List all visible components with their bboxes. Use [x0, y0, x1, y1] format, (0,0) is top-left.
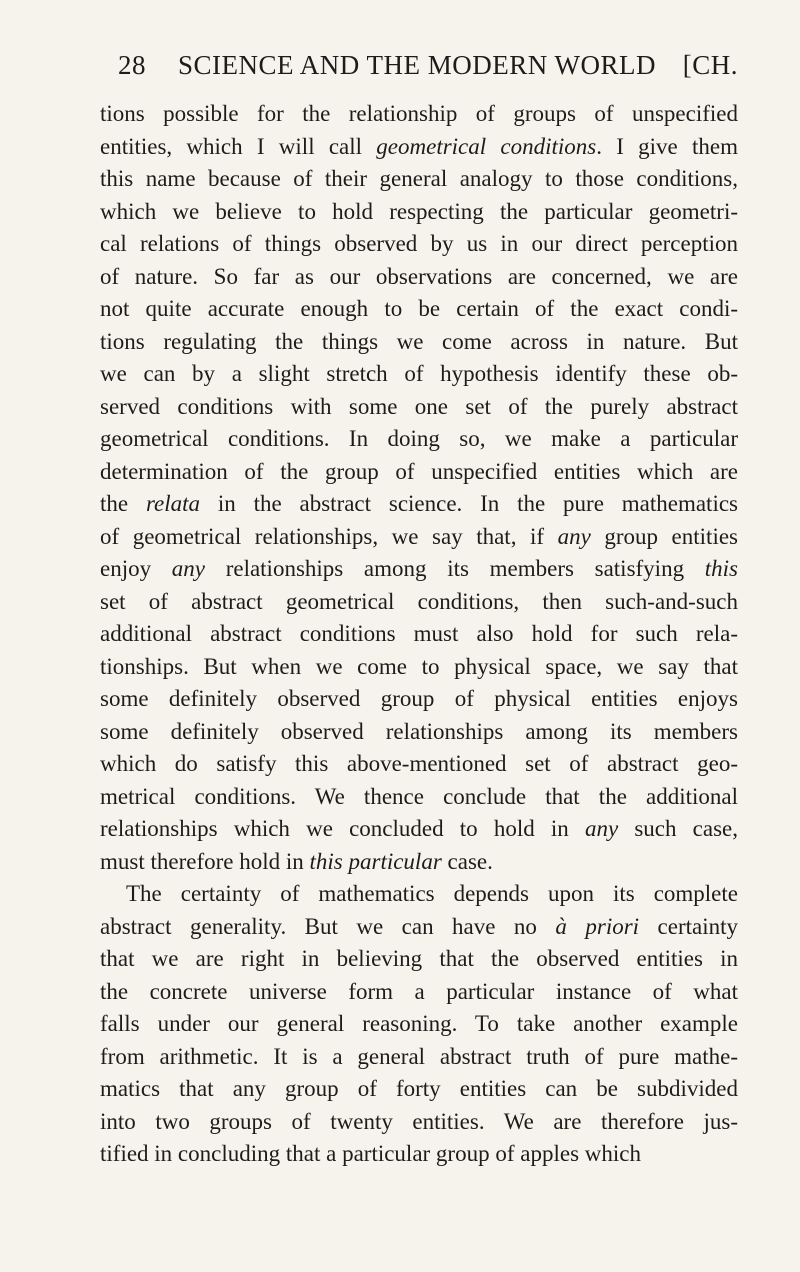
- text-line: [100, 651, 738, 684]
- text-run: some definitely observed relationships among its members: [100, 718, 738, 744]
- italic-run: any: [171, 556, 206, 581]
- italic-run: relata: [145, 491, 201, 516]
- text-line: [100, 488, 738, 521]
- italic-run: this: [704, 556, 738, 581]
- text-run: case.: [441, 848, 493, 874]
- text-run: abstract generality. But we can have no: [100, 913, 556, 939]
- text-line: [100, 326, 738, 359]
- text-line: [100, 131, 738, 164]
- text-run: entities, which I will call: [100, 133, 377, 159]
- text-line: [100, 683, 738, 716]
- text-line: [100, 391, 738, 424]
- text-run: of nature. So far as our observations are concerned, we are: [100, 263, 738, 289]
- text-run: metrical conditions. We thence conclude that the additional: [100, 783, 738, 809]
- text-line: [100, 1041, 738, 1074]
- text-run: tions possible for the relationship of groups of unspecified: [100, 101, 738, 126]
- running-title: SCIENCE AND THE MODERN WORLD: [178, 50, 657, 80]
- text-line: [100, 196, 738, 229]
- body-text: [100, 98, 738, 1171]
- text-run: we can by a slight stretch of hypothesis identify these ob-: [100, 361, 738, 386]
- text-run: falls under our general reasoning. To take another example: [100, 1011, 738, 1036]
- text-line: [100, 748, 738, 781]
- text-run: certainty: [639, 913, 738, 939]
- text-run: from arithmetic. It is a general abstract truth of pure mathe-: [100, 1043, 738, 1069]
- text-line: [100, 98, 738, 131]
- text-line: [100, 228, 738, 261]
- text-run: such case,: [618, 816, 738, 841]
- text-run: this name because of their general analogy to those conditions,: [100, 166, 738, 191]
- italic-run: geometrical conditions: [376, 133, 597, 159]
- text-line: [100, 163, 738, 196]
- text-run: served conditions with some one set of the purely abstract: [100, 393, 738, 419]
- italic-run: any: [584, 816, 619, 841]
- text-run: in the abstract science. In the pure mathematics: [200, 491, 738, 516]
- italic-run: this particular: [309, 848, 442, 874]
- page-number: 28: [118, 50, 146, 80]
- text-line: [100, 521, 738, 554]
- text-line: [100, 813, 738, 846]
- text-run: determination of the group of unspecified entities which are: [100, 458, 738, 484]
- text-run: that we are right in believing that the observed entities in: [100, 946, 738, 971]
- text-line: [100, 781, 738, 814]
- text-run: tified in concluding that a particular group of apples which: [100, 1141, 641, 1166]
- text-run: which we believe to hold respecting the particular geometri-: [100, 198, 738, 224]
- text-line: [100, 553, 738, 586]
- text-line: [100, 1106, 738, 1139]
- italic-run: à priori: [555, 913, 640, 939]
- italic-run: any: [557, 523, 591, 549]
- text-run: additional abstract conditions must also hold for such rela-: [100, 621, 738, 646]
- text-line: [100, 943, 738, 976]
- text-line: [100, 423, 738, 456]
- text-line: [100, 456, 738, 489]
- text-line: [100, 1073, 738, 1106]
- text-run: relationships which we concluded to hold in: [100, 816, 585, 841]
- chapter-marker: [CH.: [682, 50, 738, 80]
- text-run: relationships among its members satisfying: [205, 556, 705, 581]
- text-line: [100, 716, 738, 749]
- text-line: [100, 878, 738, 911]
- text-line: [100, 1008, 738, 1041]
- text-line: [100, 358, 738, 391]
- text-run: the concrete universe form a particular instance of what: [100, 978, 738, 1004]
- running-head: [118, 50, 738, 90]
- text-run: The certainty of mathematics depends upon its complete: [126, 881, 738, 906]
- text-line: [100, 1138, 738, 1171]
- text-run: tionships. But when we come to physical space, we say that: [100, 653, 738, 679]
- text-run: . I give them: [596, 133, 739, 159]
- text-run: group entities: [590, 523, 738, 549]
- text-run: which do satisfy this above-mentioned set of abstract geo-: [100, 751, 738, 776]
- text-run: set of abstract geometrical conditions, then such-and-such: [100, 588, 738, 614]
- text-run: matics that any group of forty entities can be subdivided: [100, 1076, 738, 1101]
- text-run: enjoy: [100, 556, 172, 581]
- text-run: cal relations of things observed by us in our direct perception: [100, 231, 738, 256]
- text-run: into two groups of twenty entities. We are therefore jus-: [100, 1108, 738, 1134]
- text-line: [100, 586, 738, 619]
- text-line: [100, 911, 738, 944]
- text-line: [100, 618, 738, 651]
- text-run: some definitely observed group of physical entities enjoys: [100, 686, 738, 711]
- text-run: geometrical conditions. In doing so, we make a particular: [100, 426, 738, 451]
- text-run: must therefore hold in: [100, 848, 310, 874]
- text-line: [100, 293, 738, 326]
- text-run: the: [100, 491, 146, 516]
- text-run: not quite accurate enough to be certain of the exact condi-: [100, 296, 738, 321]
- text-line: [100, 976, 738, 1009]
- text-line: [100, 261, 738, 294]
- text-run: of geometrical relationships, we say that, if: [100, 523, 558, 549]
- text-line: [100, 846, 738, 879]
- text-run: tions regulating the things we come across in nature. But: [100, 328, 738, 354]
